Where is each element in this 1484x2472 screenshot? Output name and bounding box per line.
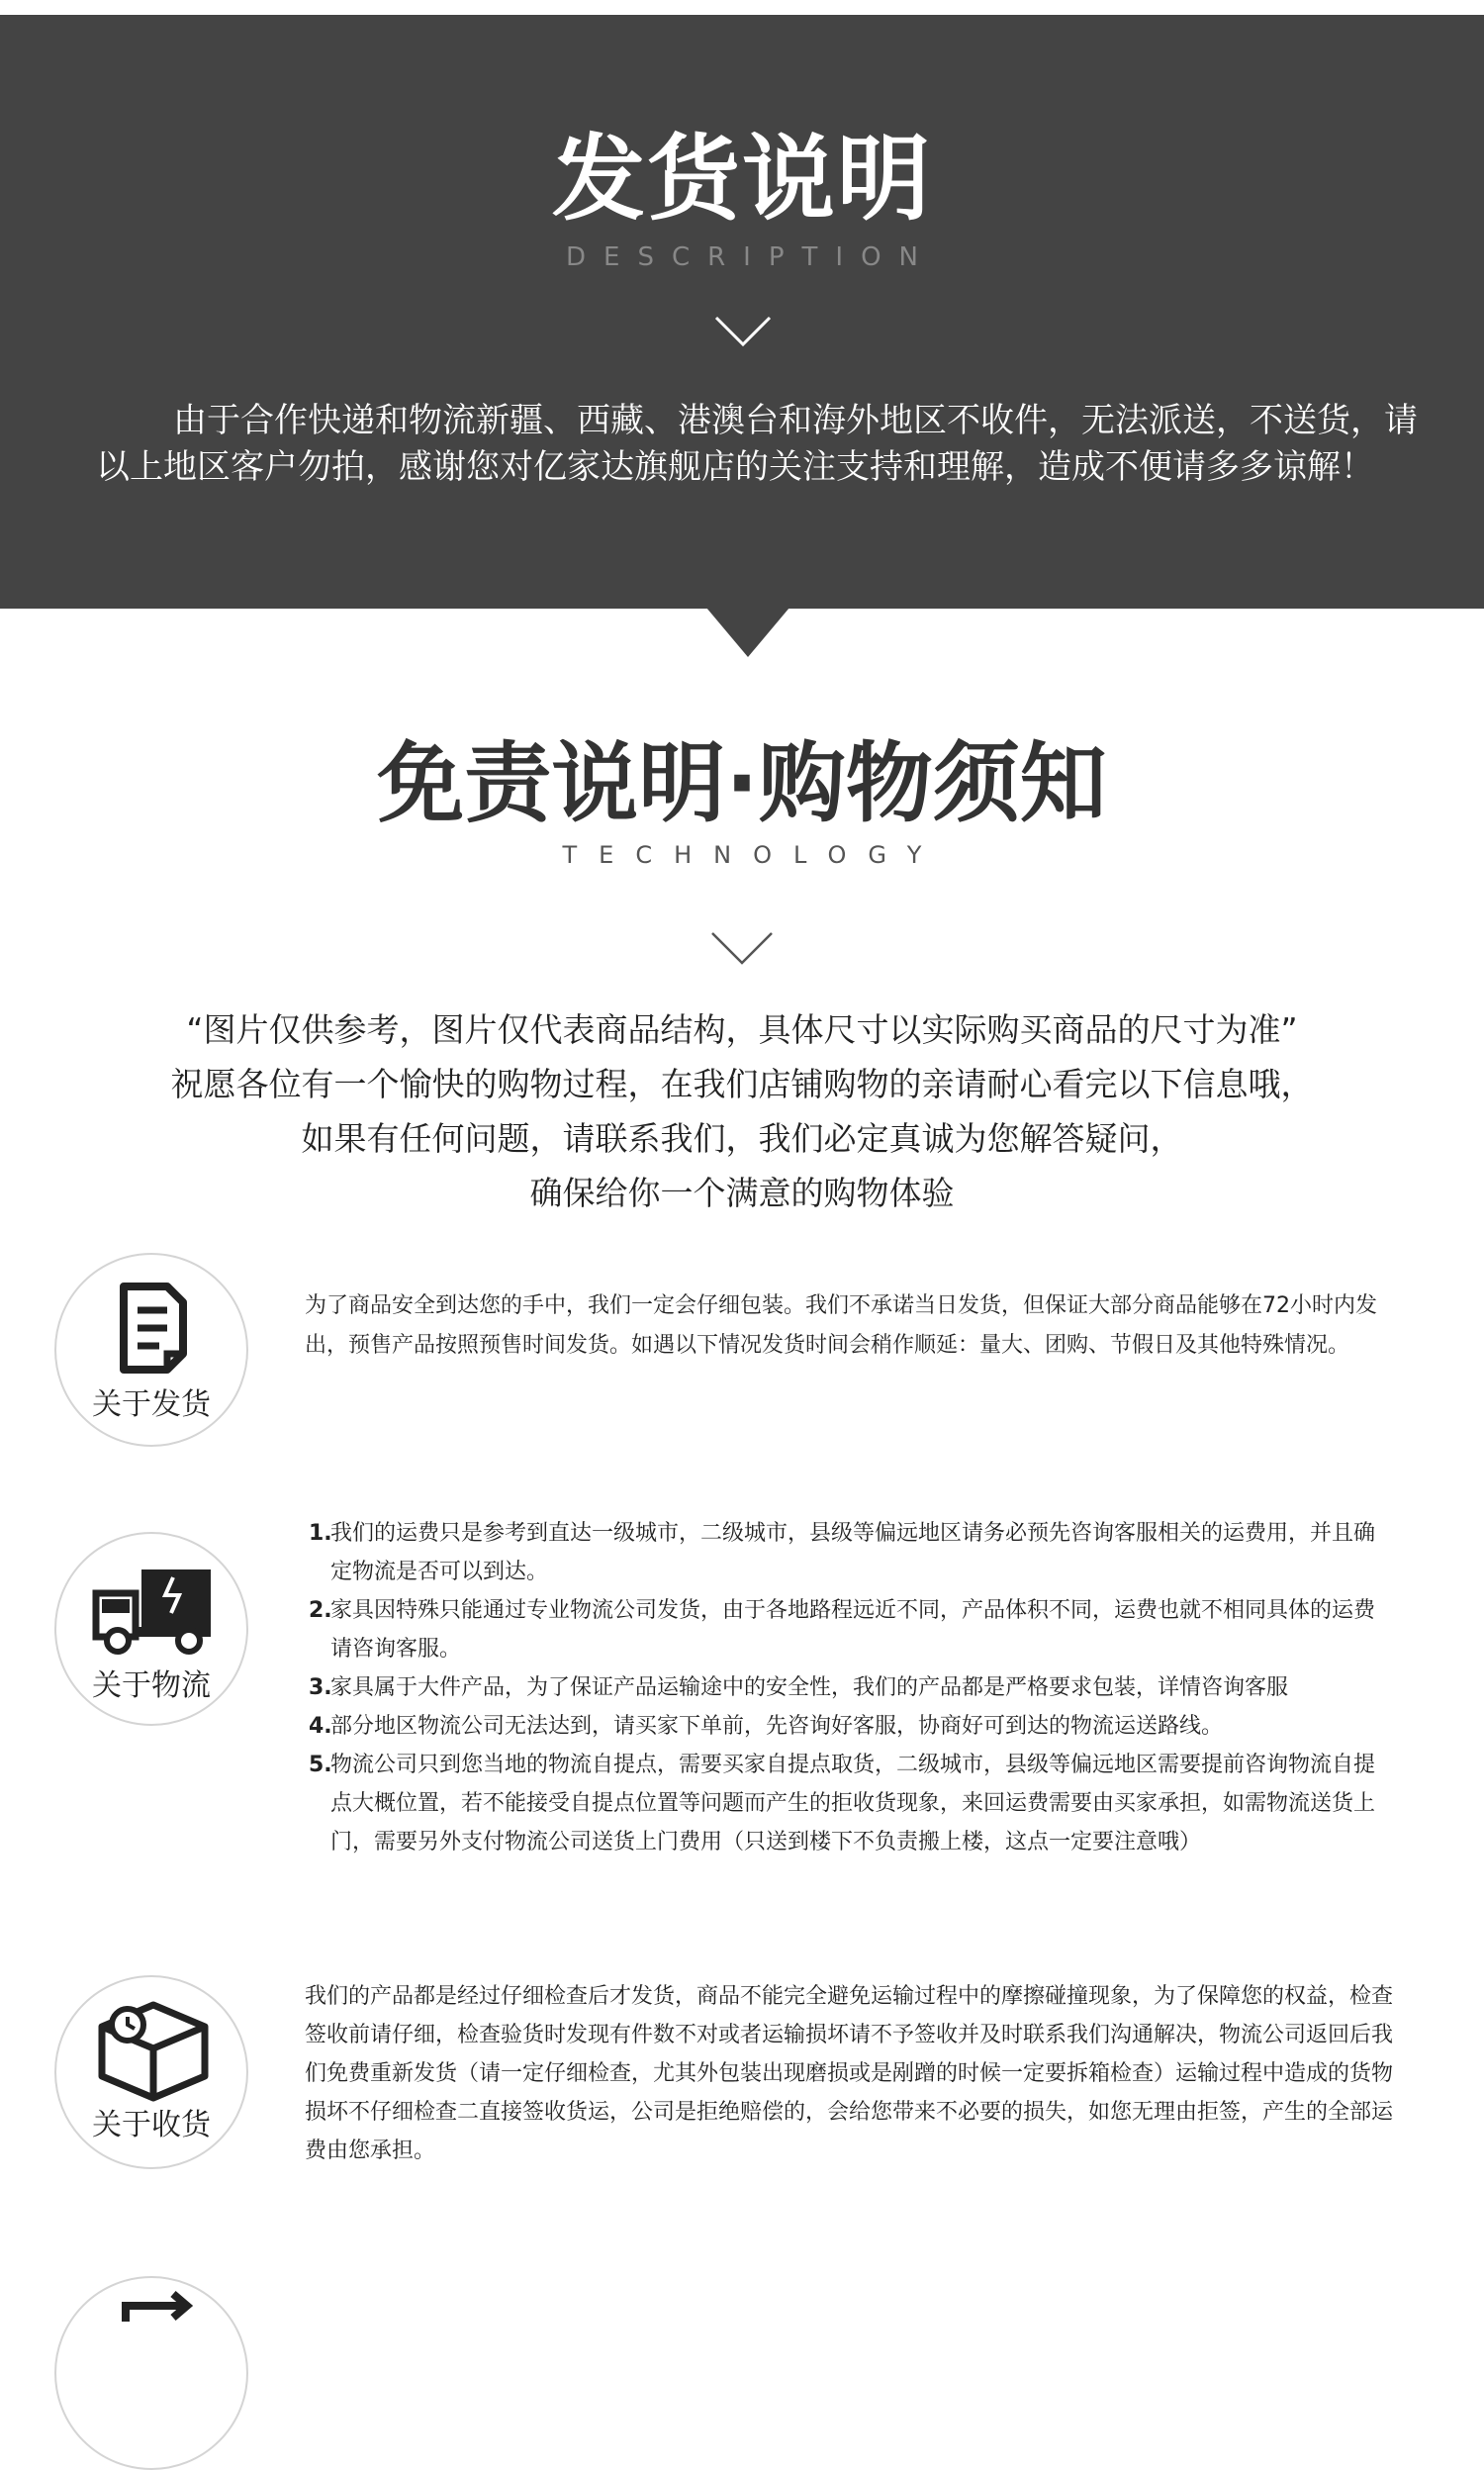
shipping-title: 发货说明: [551, 126, 932, 234]
logistics-list: [305, 1514, 1393, 1861]
intro-line: 如果有任何问题，请联系我们，我们必定真诚为您解答疑问，: [301, 1119, 1183, 1158]
receiving-label: 关于收货: [92, 2108, 211, 2142]
return-arrow-icon: [56, 2278, 250, 2472]
list-number: 3.: [309, 1675, 332, 1700]
list-item: [305, 1514, 1393, 1591]
disclaimer-subtitle: TECHNOLOGY: [562, 841, 944, 869]
list-number: 5.: [309, 1753, 332, 1777]
chevron-down-icon: [710, 930, 774, 966]
list-item: [305, 1746, 1393, 1861]
list-text: 部分地区物流公司无法达到，请买家下单前，先咨询好客服，协商好可到达的物流运送路线。: [330, 1714, 1224, 1739]
delivery-badge: [54, 1253, 248, 1447]
list-number: 4.: [309, 1714, 332, 1739]
list-item: [305, 1591, 1393, 1668]
list-number: 1.: [309, 1521, 332, 1546]
receiving-badge: [54, 1975, 248, 2169]
intro-line: “图片仅供参考，图片仅代表商品结构，具体尺寸以实际购买商品的尺寸为准”: [186, 1010, 1298, 1049]
banner-notch: [706, 608, 789, 657]
logistics-label: 关于物流: [92, 1668, 211, 1703]
intro-line: 确保给你一个满意的购物体验: [529, 1174, 955, 1212]
shipping-notice: 由于合作快递和物流新疆、西藏、港澳台和海外地区不收件，无法派送，不送货，请以上地区客户勿拍，感谢您对亿家达旗舰店的关注支持和理解，造成不便请多多谅解！: [96, 401, 1418, 487]
shipping-subtitle: DESCRIPTION: [566, 242, 936, 272]
list-item: [305, 1707, 1393, 1746]
list-text: 我们的运费只是参考到直达一级城市，二级城市，县级等偏远地区请务必预先咨询客服相关的运费用，并且确定物流是否可以到达。: [330, 1521, 1376, 1584]
logistics-badge: [54, 1532, 248, 1726]
receiving-text: 我们的产品都是经过仔细检查后才发货，商品不能完全避免运输过程中的摩擦碰撞现象，为了保障您的权益，检查签收前请仔细，检查验货时发现有件数不对或者运输损坏请不予签收并及时联系我们沟通解决，物流公司返回后我们免费重新发货（请一定仔细检查，尤其外包装出现磨损或是剐蹭的时候一定要拆箱检查）运输过程中造成的货物损坏不仔细检查二直接签收货运，公司是拒绝赔偿的，会给您带来不必要的损失，如您无理由拒签，产生的全部运费由您承担。: [305, 1984, 1394, 2163]
list-number: 2.: [309, 1598, 332, 1623]
list-item: [305, 1668, 1393, 1707]
list-text: 物流公司只到您当地的物流自提点，需要买家自提点取货，二级城市，县级等偏远地区需要提前咨询物流自提点大概位置，若不能接受自提点位置等问题而产生的拒收货现象，来回运费需要由买家承担，如需物流送货上门，需要另外支付物流公司送货上门费用（只送到楼下不负责搬上楼，这点一定要注意哦）: [330, 1753, 1376, 1854]
list-text: 家具因特殊只能通过专业物流公司发货，由于各地路程远近不同，产品体积不同，运费也就不相同具体的运费请咨询客服。: [330, 1598, 1376, 1662]
chevron-down-icon: [714, 315, 772, 348]
list-text: 家具属于大件产品，为了保证产品运输途中的安全性，我们的产品都是严格要求包装，详情咨询客服: [330, 1675, 1289, 1700]
disclaimer-intro: [0, 1002, 1484, 1220]
disclaimer-title: 免责说明·购物须知: [377, 732, 1107, 834]
intro-line: 祝愿各位有一个愉快的购物过程，在我们店铺购物的亲请耐心看完以下信息哦，: [170, 1065, 1314, 1103]
delivery-text: 为了商品安全到达您的手中，我们一定会仔细包装。我们不承诺当日发货，但保证大部分商品能够在72小时内发出，预售产品按照预售时间发货。如遇以下情况发货时间会稍作顺延：量大、团购、节假日及其他特殊情况。: [305, 1293, 1377, 1358]
delivery-label: 关于发货: [92, 1387, 211, 1422]
next-badge: [54, 2276, 248, 2470]
